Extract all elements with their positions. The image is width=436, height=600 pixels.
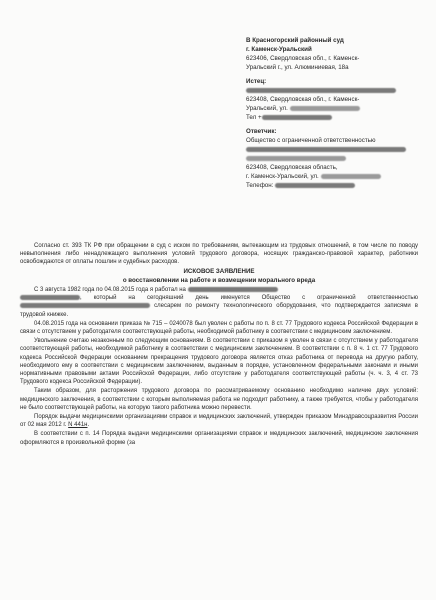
court-address-line-1: 623406, Свердловская обл., г. Каменск- <box>246 55 360 62</box>
paragraph-grounds: Увольнение считаю незаконным по следующим основаниям. В соответствии с приказом я уволен в связи с отсутствием у работодателя соответствующей работы, необходимой работнику в соответствии с медицинским заключением. В соответствии с п. 8 ч. 1 ст. 77 Трудового кодекса Российской Федерации основанием прекращения трудового договора является отказ работника от перевода на другую работу, необходимого ему в соответствии с медицинским заключением, выданным в порядке, установленном федеральными законами и иными нормативными правовыми актами Российской Федерации, либо отсутствие у работодателя соответствующей работы (ч. ч. 3, 4 ст. 73 Трудового кодекса Российской Федерации). <box>20 338 418 386</box>
intro-paragraph: Согласно ст. 393 ТК РФ при обращении в суд с иском по требованиям, вытекающим из трудовых отношений, в том числе по поводу невыполнения либо ненадлежащего выполнения условий трудового договора, носящих гражданско-правовой характер, работники освобождаются от оплаты пошлин и судебных расходов. <box>20 243 418 266</box>
court-name: В Красногорский районный суд <box>246 37 344 44</box>
employment-text-b: , который на сегодняшний день именуется Общество с ограниченной ответственностью <box>80 295 418 302</box>
order-number-link: N 441н <box>68 422 88 429</box>
defendant-name-redacted-2 <box>246 154 422 163</box>
addressee-block <box>246 36 422 190</box>
defendant-street: г. Каменск-Уральский, ул. <box>246 173 319 180</box>
plaintiff-label: Истец: <box>246 78 267 85</box>
defendant-phone-line <box>246 181 422 190</box>
paragraph-conditions: Таким образом, для расторжения трудового договора по рассматриваемому основанию необходимо наличие двух условий: медицинского заключения, в соответствии с которым выполняемая работа не подходит работнику, а также требуется, чтобы у работодателя не было соответствующей работы, на которую такого работника можно перевести. <box>20 388 418 411</box>
paragraph-employment <box>20 286 418 319</box>
defendant-address-line-1: 623408, Свердловская область, <box>246 164 338 171</box>
court-city: г. Каменск-Уральский <box>246 46 312 53</box>
defendant-label: Ответчик: <box>246 128 277 135</box>
court-address-line-2: Уральский г., ул. Алюминиевая, 18а <box>246 64 349 71</box>
plaintiff-name-redacted <box>246 86 422 95</box>
plaintiff-address-line-2 <box>246 104 422 113</box>
plaintiff-phone-line <box>246 113 422 122</box>
defendant-name-redacted <box>246 145 422 154</box>
employment-text-a: С 3 августа 1982 года по 04.08.2015 года я работал на <box>34 287 186 294</box>
paragraph-order <box>20 413 418 429</box>
defendant-phone-label: Телефон: <box>246 182 274 189</box>
document-body <box>20 242 418 448</box>
paragraph-procedure: В соответствии с п. 14 Порядка выдачи медицинскими организациями справок и медицинских заключений, медицинские заключения оформляются в произвольной форме (за <box>20 431 418 446</box>
paragraph-dismissal: 04.08.2015 года на основании приказа № 715 – 0240078 был уволен с работы по п. 8 ст. 77 Трудового кодекса Российской Федерации в связи с отсутствием у работодателя соответствующей работы, необходимой работнику в соответствии с медицинским заключением. <box>20 320 418 336</box>
defendant-organization: Общество с ограниченной ответственностью <box>246 137 376 144</box>
employment-text-c: слесарем по ремонту технологического оборудования, что подтверждается записями в трудовой книжке. <box>20 303 418 318</box>
order-text-a: Порядок выдачи медицинскими организациями справок и медицинских заключений, утвержден приказом Минздравсоцразвития России от 02 мая 2012 г. <box>20 414 418 429</box>
document-title: ИСКОВОЕ ЗАЯВЛЕНИЕ <box>183 267 255 275</box>
plaintiff-street: Уральский, ул. <box>246 105 288 112</box>
plaintiff-address-line-1: 623408, Свердловская обл., г. Каменск- <box>246 96 360 103</box>
document-subtitle: о восстановлении на работе и возмещении морального вреда <box>122 276 316 284</box>
plaintiff-phone-label: Тел + <box>246 114 262 121</box>
defendant-address-line-2 <box>246 172 422 181</box>
order-text-c: . <box>87 422 90 429</box>
